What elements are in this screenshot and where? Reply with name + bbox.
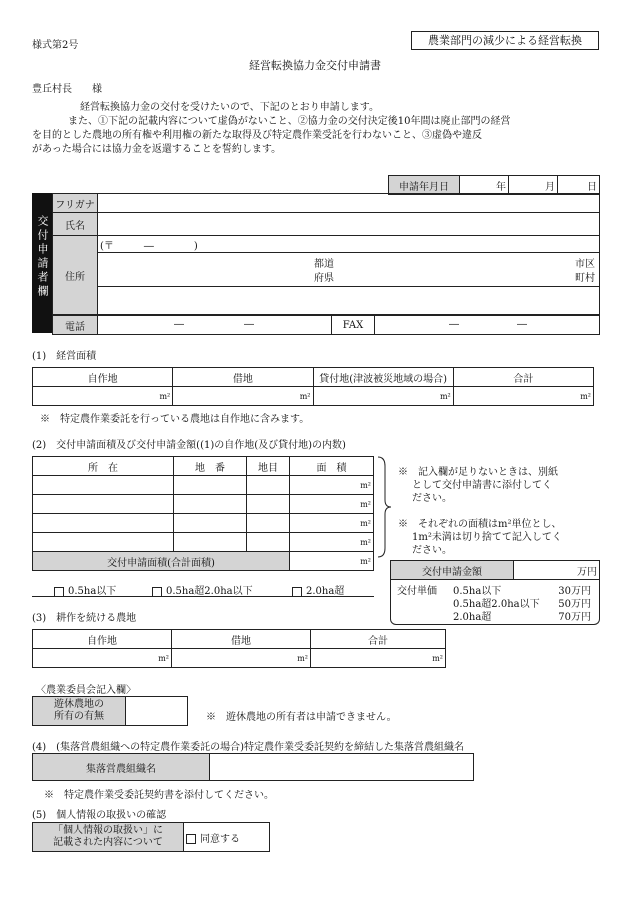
addressee: 豊丘村長 様 xyxy=(32,84,102,95)
rate-2-label: 0.5ha超2.0ha以下 xyxy=(453,599,540,610)
privacy-agree-cell[interactable] xyxy=(184,823,270,852)
s2-col-land-type: 地目 xyxy=(247,457,290,476)
address-detail-field[interactable] xyxy=(98,287,600,315)
committee-title: 〈農業委員会記入欄〉 xyxy=(36,685,136,696)
s2-unit-2: m² xyxy=(360,499,371,509)
section-4-title: (4) (集落営農組織への特定農作業委託の場合)特定農作業受委託契約を締結した集落営農組織名 xyxy=(32,742,464,753)
s1-unit-2: m² xyxy=(299,391,311,401)
s2-total-field[interactable] xyxy=(290,552,374,571)
s1-leased-field[interactable] xyxy=(173,387,313,406)
check-0-5-2-0ha-label: 0.5ha超2.0ha以下 xyxy=(166,586,253,597)
page-title: 経営転換協力金交付申請書 xyxy=(249,59,381,72)
phone-dash-1: ― xyxy=(174,319,184,330)
amount-unit: 万円 xyxy=(577,566,597,578)
section-1-title: (1) 経営面積 xyxy=(32,351,97,362)
s2-unit-4: m² xyxy=(360,537,371,547)
s2-total-label: 交付申請面積(合計面積) xyxy=(33,552,290,571)
s2-note1-line1: ※ 記入欄が足りないときは、別紙 xyxy=(398,467,558,478)
s2-location-4[interactable] xyxy=(33,533,174,552)
applicant-side-label-text: 交付申請者欄 xyxy=(36,215,49,299)
s2-lot-4[interactable] xyxy=(174,533,247,552)
unit-price-box xyxy=(390,580,600,625)
s2-col-lot: 地 番 xyxy=(174,457,247,476)
s2-area-1[interactable] xyxy=(290,476,374,495)
privacy-agree-label: 同意する xyxy=(200,833,240,845)
date-month[interactable]: 月 xyxy=(509,176,558,195)
intro-paragraph-2-line-1: また、①下記の記載内容について虚偽がないこと、②協力金の交付決定後10年間は廃止部門の経営 xyxy=(68,116,511,127)
application-date-row xyxy=(388,175,600,195)
applicant-table xyxy=(52,193,600,315)
s1-lent-field[interactable] xyxy=(313,387,453,406)
s3-total-field[interactable] xyxy=(311,649,446,668)
rate-3-value: 70万円 xyxy=(558,612,591,623)
privacy-label xyxy=(33,823,184,852)
s3-unit-2: m² xyxy=(297,653,308,663)
applicant-side-label xyxy=(32,193,52,333)
s2-col-location: 所 在 xyxy=(33,457,174,476)
idle-land-label-line2: 所有の有無 xyxy=(54,711,104,722)
todo-text: 都道 xyxy=(314,259,334,271)
s2-type-2[interactable] xyxy=(247,495,290,514)
s2-col-area: 面 積 xyxy=(290,457,374,476)
brace-icon xyxy=(376,456,392,558)
phone-label: 電話 xyxy=(53,316,98,335)
s2-type-3[interactable] xyxy=(247,514,290,533)
furigana-label: フリガナ xyxy=(53,194,98,213)
checkbox-icon xyxy=(54,587,64,597)
rate-3-label: 2.0ha超 xyxy=(453,612,492,623)
s1-total-field[interactable] xyxy=(453,387,593,406)
s2-unit-1: m² xyxy=(360,480,371,490)
section-5-title: (5) 個人情報の取扱いの確認 xyxy=(32,810,167,821)
section-4-note: ※ 特定農作業受委託契約書を添付してください。 xyxy=(44,790,274,801)
s2-note2-line3: ださい。 xyxy=(412,545,452,556)
check-0-5ha-label: 0.5ha以下 xyxy=(68,586,117,597)
intro-paragraph-2-line-2: を目的とした農地の所有権や利用権の新たな取得及び特定農作業受託を行わないこと、③虚偽や違反 xyxy=(32,130,482,141)
section-3-title: (3) 耕作を続ける農地 xyxy=(32,613,137,624)
s3-unit-3: m² xyxy=(432,653,443,663)
s3-owned-field[interactable] xyxy=(33,649,172,668)
application-area-table xyxy=(32,456,374,571)
form-number: 様式第2号 xyxy=(32,40,79,51)
s2-location-3[interactable] xyxy=(33,514,174,533)
fuken-text: 府県 xyxy=(314,273,334,285)
idle-land-label xyxy=(33,697,126,726)
furigana-field[interactable] xyxy=(98,194,600,213)
date-day[interactable]: 日 xyxy=(558,176,600,195)
s1-col-owned: 自作地 xyxy=(33,368,173,387)
checkbox-icon[interactable] xyxy=(186,834,196,844)
check-0-5-2-0ha[interactable] xyxy=(152,582,253,597)
date-label: 申請年月日 xyxy=(389,176,460,195)
name-field[interactable] xyxy=(98,213,600,236)
s2-unit-total: m² xyxy=(360,556,371,566)
s2-area-3[interactable] xyxy=(290,514,374,533)
privacy-label-line1: 「個人情報の取扱い」に xyxy=(53,825,163,836)
s2-area-4[interactable] xyxy=(290,533,374,552)
s1-owned-field[interactable] xyxy=(33,387,173,406)
s2-note2-line1: ※ それぞれの面積はm²単位とし、 xyxy=(398,519,562,530)
rate-1-label: 0.5ha以下 xyxy=(453,586,502,597)
section-1-note: ※ 特定農作業委託を行っている農地は自作地に含みます。 xyxy=(40,414,310,425)
name-label: 氏名 xyxy=(53,213,98,236)
management-area-table xyxy=(32,367,594,406)
s1-unit-3: m² xyxy=(439,391,451,401)
fax-field[interactable] xyxy=(375,316,600,335)
choson-text: 町村 xyxy=(575,273,595,285)
s2-unit-3: m² xyxy=(360,518,371,528)
s3-unit-1: m² xyxy=(158,653,169,663)
s1-col-leased: 借地 xyxy=(173,368,313,387)
s1-unit-4: m² xyxy=(580,391,591,401)
s2-location-2[interactable] xyxy=(33,495,174,514)
s2-row-1 xyxy=(33,476,374,495)
idle-land-field[interactable] xyxy=(126,697,188,726)
s2-row-3 xyxy=(33,514,374,533)
rate-2-value: 50万円 xyxy=(558,599,591,610)
checkbox-icon xyxy=(292,587,302,597)
phone-field[interactable] xyxy=(98,316,332,335)
address-field[interactable] xyxy=(98,253,600,287)
check-row-underline xyxy=(32,596,374,597)
s2-type-1[interactable] xyxy=(247,476,290,495)
s2-row-2 xyxy=(33,495,374,514)
s2-location-1[interactable] xyxy=(33,476,174,495)
s2-lot-3[interactable] xyxy=(174,514,247,533)
idle-land-note: ※ 遊休農地の所有者は申請できません。 xyxy=(206,712,397,723)
idle-land-label-line1: 遊休農地の xyxy=(54,699,104,710)
fax-dash-2: ― xyxy=(517,319,527,330)
s2-area-2[interactable] xyxy=(290,495,374,514)
shiku-text: 市区 xyxy=(575,259,595,271)
phone-row xyxy=(52,315,600,335)
check-2-0ha[interactable] xyxy=(292,582,344,597)
s1-unit-1: m² xyxy=(159,391,171,401)
privacy-label-line2: 記載された内容について xyxy=(53,837,163,848)
amount-field[interactable] xyxy=(514,561,600,580)
fax-label: FAX xyxy=(332,316,375,335)
address-label: 住所 xyxy=(53,236,98,315)
privacy-table xyxy=(32,822,270,852)
section-2-title: (2) 交付申請面積及び交付申請金額((1)の自作地(及び貸付地)の内数) xyxy=(32,440,346,451)
s2-note1-line3: ださい。 xyxy=(412,493,452,504)
farming-org-label: 集落営農組織名 xyxy=(33,754,210,781)
postal-code-text: (〒 ― ) xyxy=(100,240,198,252)
phone-dash-2: ― xyxy=(244,319,254,330)
date-year[interactable]: 年 xyxy=(460,176,509,195)
fax-dash-1: ― xyxy=(449,319,459,330)
continuing-farmland-table xyxy=(32,629,446,668)
s2-note2-line2: 1m²未満は切り捨てて記入してく xyxy=(412,532,562,543)
s2-lot-1[interactable] xyxy=(174,476,247,495)
s3-col-leased: 借地 xyxy=(172,630,311,649)
amount-label: 交付申請金額 xyxy=(391,561,514,580)
intro-paragraph-2-line-3: があった場合には協力金を返還することを誓約します。 xyxy=(32,144,282,155)
s2-type-4[interactable] xyxy=(247,533,290,552)
s2-lot-2[interactable] xyxy=(174,495,247,514)
s1-col-lent: 貸付地(津波被災地域の場合) xyxy=(313,368,453,387)
s2-note1-line2: として交付申請書に添付してく xyxy=(412,480,552,491)
s3-col-total: 合計 xyxy=(311,630,446,649)
rate-1-value: 30万円 xyxy=(558,586,591,597)
postal-field[interactable] xyxy=(98,236,600,253)
s3-leased-field[interactable] xyxy=(172,649,311,668)
farming-org-table xyxy=(32,753,474,781)
check-0-5ha[interactable] xyxy=(54,582,116,597)
application-amount-box xyxy=(390,560,600,580)
check-2-0ha-label: 2.0ha超 xyxy=(306,586,345,597)
intro-paragraph-1: 経営転換協力金の交付を受けたいので、下記のとおり申請します。 xyxy=(80,102,379,113)
checkbox-icon xyxy=(152,587,162,597)
s2-row-4 xyxy=(33,533,374,552)
category-box: 農業部門の減少による経営転換 xyxy=(411,31,599,50)
idle-land-table xyxy=(32,696,188,726)
s1-col-total: 合計 xyxy=(453,368,593,387)
farming-org-field[interactable] xyxy=(210,754,474,781)
s3-col-owned: 自作地 xyxy=(33,630,172,649)
unit-price-title: 交付単価 xyxy=(397,586,437,597)
